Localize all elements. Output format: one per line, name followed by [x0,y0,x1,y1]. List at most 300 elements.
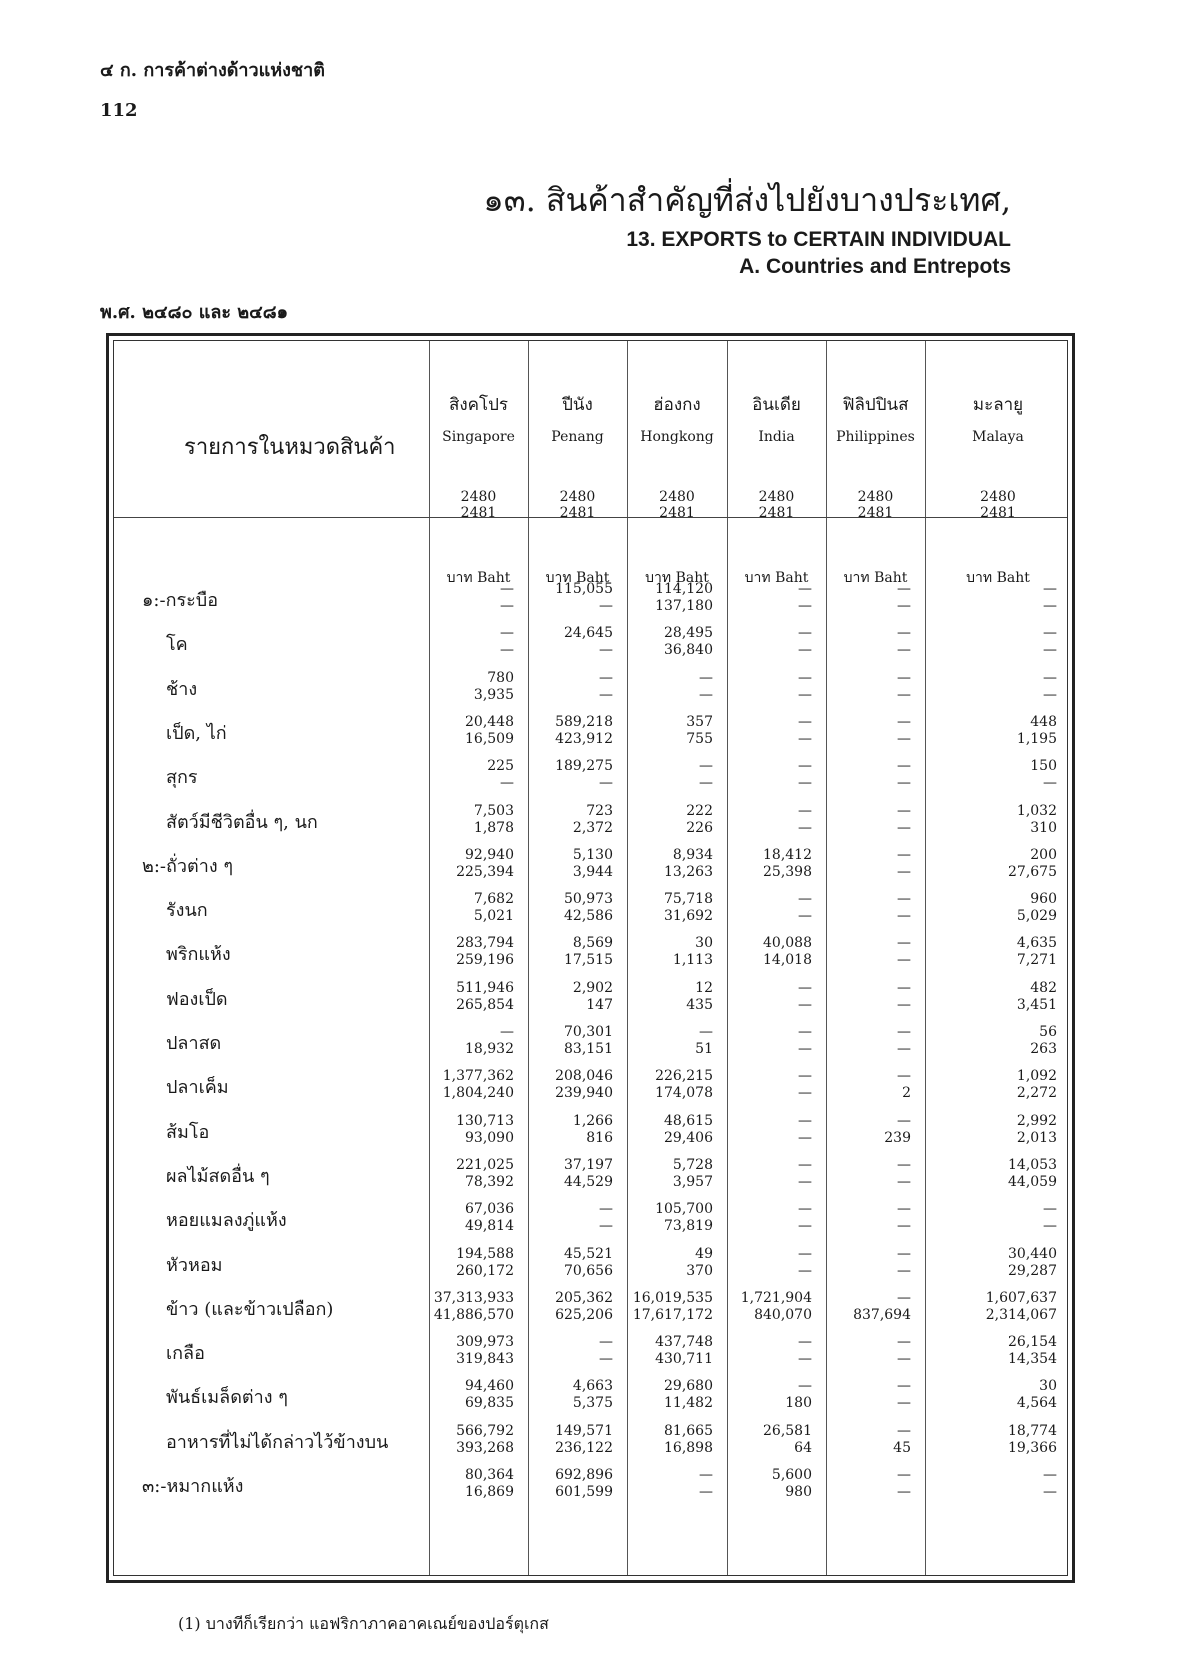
table-cell [727,847,812,881]
value-2480: 1,377,362 [442,1068,514,1085]
table-cell [925,1157,1057,1191]
title-thai: ๑๓. สินค้าสำคัญที่ส่งไปยังบางประเทศ, [483,181,1011,219]
table-cell [429,1068,514,1102]
table-cell [925,1068,1057,1102]
value-2480: 225 [487,758,514,775]
table-cell [429,758,514,792]
table-cell [925,1201,1057,1235]
table-cell [528,1113,613,1147]
value-2480: — [897,1422,911,1439]
table-cell [627,1024,713,1058]
value-2480: 24,645 [564,625,613,642]
value-2480: 92,940 [465,846,514,863]
value-2480: — [897,1112,911,1129]
value-2480: — [699,1467,713,1483]
value-2481: 42,586 [564,908,613,925]
value-2481: 5,021 [473,908,514,925]
value-2480: 40,088 [763,935,812,952]
value-2481: — [500,775,514,792]
value-2481: 3,935 [473,686,514,703]
value-2480: — [699,1024,713,1040]
table-cell [727,1157,812,1191]
value-2480: 194,588 [456,1245,514,1262]
table-cell [627,1246,713,1280]
table-cell [826,891,911,925]
table-cell [826,1201,911,1235]
table-cell [528,714,613,748]
table-cell [429,847,514,881]
value-2481: 17,617,172 [632,1306,713,1323]
value-2480: — [500,1024,514,1040]
value-2481: — [699,1484,713,1500]
table-cell [925,1024,1057,1058]
value-2480: 150 [1030,758,1057,775]
table-cell [826,714,911,748]
value-2480: 67,036 [465,1201,514,1218]
table-cell [826,670,911,704]
value-2480: 29,680 [664,1378,713,1395]
value-2480: — [897,625,911,642]
value-2481: 2,314,067 [985,1306,1057,1323]
table-cell [925,1378,1057,1412]
value-2480: — [897,669,911,686]
value-2480: 200 [1030,846,1057,863]
years-label: พ.ศ. ๒๔๘๐ และ ๒๔๘๑ [100,302,289,323]
value-2481: — [798,1351,812,1368]
table-cell [627,1201,713,1235]
value-2481: 260,172 [456,1262,514,1279]
value-2481: 73,819 [664,1218,713,1235]
footnote: (1) บางทีก็เรียกว่า แอฟริกาภาคอาคเณย์ของปอร์ตุเกส [178,1614,549,1633]
value-2480: — [798,581,812,597]
row-label: หอยแมลงภู่แห้ง [166,1210,287,1232]
year-second: 2481 [857,505,894,521]
value-2481: — [798,598,812,614]
value-2480: 357 [686,713,713,730]
table-cell [826,1467,911,1501]
value-2481: — [798,730,812,747]
value-2480: 5,130 [572,846,613,863]
value-2480: — [798,1112,812,1129]
value-2481: 1,878 [473,819,514,836]
value-2480: 1,266 [572,1112,613,1129]
table-cell [727,1334,812,1368]
value-2480: 566,792 [456,1422,514,1439]
table-body [113,340,1068,1576]
value-2481: — [599,598,613,614]
value-2481: — [897,1173,911,1190]
year-labels [627,489,727,521]
value-2481: 236,122 [555,1439,613,1456]
row-label: ส้มโอ [166,1121,210,1143]
value-2480: 114,120 [655,581,713,597]
table-cell [925,847,1057,881]
year-first: 2480 [559,489,596,505]
year-second: 2481 [980,505,1016,521]
table-cell [925,1290,1057,1324]
value-2481: — [798,1041,812,1057]
value-2480: — [897,1024,911,1040]
table-cell [826,1378,911,1412]
value-2481: — [500,642,514,659]
table-cell [826,581,911,615]
value-2480: — [1043,1201,1057,1218]
value-2481: 64 [794,1439,812,1456]
value-2481: — [798,996,812,1013]
value-2480: — [798,1156,812,1173]
value-2480: — [500,581,514,597]
value-2481: 393,268 [456,1439,514,1456]
row-label: เกลือ [166,1343,205,1365]
value-2481: 1,113 [672,952,713,969]
value-2480: — [798,669,812,686]
table-cell [925,935,1057,969]
value-2480: 4,663 [572,1378,613,1395]
table-cell [925,891,1057,925]
table-cell [627,1068,713,1102]
table-cell [925,581,1057,615]
running-head: ๔ ก. การค้าต่างด้าวแห่งชาติ [100,60,325,81]
table-cell [826,1334,911,1368]
table-cell [429,1246,514,1280]
value-2480: 30 [1039,1378,1057,1395]
value-2480: — [798,891,812,908]
table-cell [727,1113,812,1147]
year-labels [826,489,925,521]
value-2480: 7,503 [473,802,514,819]
value-2481: — [897,1351,911,1368]
table-cell [925,1423,1057,1457]
table-cell [727,625,812,659]
table-cell [826,758,911,792]
table-cell [528,1467,613,1501]
value-2480: — [798,802,812,819]
table-cell [826,935,911,969]
value-2481: 239,940 [555,1085,613,1102]
value-2481: — [897,1395,911,1412]
value-2481: 263 [1030,1041,1057,1057]
unit-label: บาท Baht [966,570,1030,586]
value-2481: — [500,598,514,614]
value-2480: 16,019,535 [632,1289,713,1306]
value-2481: — [798,908,812,925]
year-second: 2481 [559,505,596,521]
unit-label: บาท Baht [645,570,709,586]
value-2480: 5,728 [672,1156,713,1173]
value-2480: 37,313,933 [433,1289,514,1306]
table-cell [727,891,812,925]
value-2481: — [599,642,613,659]
table-cell [528,935,613,969]
value-2481: 18,932 [465,1041,514,1057]
row-label: อาหารที่ไม่ได้กล่าวไว้ข้างบน [166,1431,389,1453]
table-cell [826,803,911,837]
value-2481: — [699,686,713,703]
value-2480: — [798,979,812,996]
exports-table [106,333,1075,1583]
value-2481: 93,090 [465,1129,514,1146]
value-2481: 69,835 [465,1395,514,1412]
value-2480: — [699,669,713,686]
value-2481: 816 [586,1129,613,1146]
value-2480: — [798,713,812,730]
value-2480: 26,581 [763,1422,812,1439]
value-2481: 2,272 [1016,1085,1057,1102]
table-cell [528,625,613,659]
value-2481: 180 [785,1395,812,1412]
value-2480: — [500,625,514,642]
value-2481: 430,711 [655,1351,713,1368]
value-2481: — [798,1262,812,1279]
value-2480: — [897,935,911,952]
table-cell [429,670,514,704]
value-2480: 1,721,904 [740,1289,812,1306]
table-cell [627,1113,713,1147]
value-2481: — [897,775,911,792]
value-2481: — [897,996,911,1013]
value-2481: 2,372 [572,819,613,836]
table-cell [826,1024,911,1058]
value-2481: 45 [893,1439,911,1456]
value-2480: 48,615 [664,1112,713,1129]
value-2481: 755 [686,730,713,747]
value-2480: — [798,625,812,642]
value-2480: 589,218 [555,713,613,730]
table-cell [528,803,613,837]
value-2480: 283,794 [456,935,514,952]
table-cell [627,803,713,837]
value-2481: 147 [586,996,613,1013]
value-2481: — [599,775,613,792]
value-2481: 423,912 [555,730,613,747]
table-cell [627,1378,713,1412]
value-2481: 1,804,240 [442,1085,514,1102]
value-2480: — [798,1245,812,1262]
table-cell [528,1423,613,1457]
value-2481: 370 [686,1262,713,1279]
value-2480: — [798,1334,812,1351]
value-2481: — [599,1218,613,1235]
country-english: Singapore [442,429,515,445]
value-2481: 83,151 [564,1041,613,1057]
value-2481: — [798,1218,812,1235]
table-cell [429,891,514,925]
table-cell [429,1113,514,1147]
value-2480: 8,934 [672,846,713,863]
value-2481: — [798,1085,812,1102]
table-cell [528,1290,613,1324]
value-2480: 2,992 [1016,1112,1057,1129]
row-label: พริกแห้ง [166,944,231,966]
row-label: ฟองเป็ด [166,988,228,1010]
table-cell [925,1467,1057,1501]
table-cell [925,980,1057,1014]
value-2481: — [897,863,911,880]
country-english: Philippines [836,429,915,445]
year-first: 2480 [758,489,795,505]
table-cell [925,1334,1057,1368]
table-cell [627,758,713,792]
country-english: Hongkong [640,429,714,445]
value-2481: 51 [695,1041,713,1057]
row-label: ข้าว (และข้าวเปลือก) [166,1298,334,1320]
value-2480: — [897,713,911,730]
row-label: พันธ์เมล็ดต่าง ๆ [166,1387,288,1409]
value-2480: — [897,1467,911,1483]
value-2481: — [798,642,812,659]
table-cell [429,581,514,615]
value-2480: 482 [1030,979,1057,996]
year-first: 2480 [980,489,1016,505]
value-2480: — [897,1068,911,1085]
row-label: ๒:-ถั่วต่าง ๆ [142,855,233,877]
table-cell [826,1113,911,1147]
row-label: เป็ด, ไก่ [166,722,227,744]
table-cell [429,980,514,1014]
value-2481: — [897,1262,911,1279]
value-2480: 56 [1039,1024,1057,1040]
unit-label: บาท Baht [744,570,809,586]
table-cell [627,670,713,704]
value-2481: 70,656 [564,1262,613,1279]
country-thai: ปีนัง [562,395,593,415]
table-cell [627,847,713,881]
value-2481: 13,263 [664,863,713,880]
value-2480: 7,682 [473,891,514,908]
table-cell [528,891,613,925]
table-cell [727,670,812,704]
value-2481: 2 [902,1085,911,1102]
year-first: 2480 [857,489,894,505]
value-2481: 7,271 [1016,952,1057,969]
country-thai: มะลายู [972,395,1024,415]
value-2481: 5,029 [1016,908,1057,925]
value-2481: 3,957 [672,1173,713,1190]
row-label: ๓:-หมากแห้ง [142,1476,244,1497]
value-2481: 41,886,570 [433,1306,514,1323]
value-2481: 16,869 [465,1484,514,1500]
value-2480: 1,092 [1016,1068,1057,1085]
value-2481: 16,509 [465,730,514,747]
table-cell [727,1246,812,1280]
value-2480: 149,571 [555,1422,613,1439]
table-cell [528,1334,613,1368]
page-number: 112 [100,100,138,121]
table-cell [528,1201,613,1235]
row-label: ปลาเค็ม [166,1077,229,1099]
value-2480: 12 [695,979,713,996]
value-2480: — [1043,581,1057,597]
unit-label: บาท Baht [545,570,610,586]
year-labels [727,489,826,521]
table-cell [429,1334,514,1368]
value-2480: 50,973 [564,891,613,908]
value-2481: 310 [1030,819,1057,836]
table-cell [429,1201,514,1235]
value-2481: — [599,1351,613,1368]
year-second: 2481 [758,505,795,521]
table-cell [528,847,613,881]
value-2481: — [897,1218,911,1235]
table-cell [727,758,812,792]
value-2480: 18,412 [763,846,812,863]
table-cell [727,1068,812,1102]
value-2481: 2,013 [1016,1129,1057,1146]
value-2481: 840,070 [754,1306,812,1323]
value-2481: 36,840 [664,642,713,659]
table-cell [925,625,1057,659]
value-2480: — [897,1156,911,1173]
value-2480: 115,055 [555,581,613,597]
table-cell [727,1290,812,1324]
table-cell [925,803,1057,837]
table-cell [429,803,514,837]
value-2480: 1,607,637 [985,1289,1057,1306]
value-2480: 1,032 [1016,802,1057,819]
value-2480: — [798,1068,812,1085]
value-2480: — [897,581,911,597]
value-2480: 208,046 [555,1068,613,1085]
value-2481: 44,059 [1008,1173,1057,1190]
row-label: ๑:-กระบือ [142,590,219,611]
value-2481: 14,018 [763,952,812,969]
value-2481: 435 [686,996,713,1013]
value-2481: — [798,1129,812,1146]
value-2481: 226 [686,819,713,836]
table-cell [429,1467,514,1501]
value-2481: — [897,952,911,969]
table-cell [528,758,613,792]
value-2481: 174,078 [655,1085,713,1102]
value-2481: 625,206 [555,1306,613,1323]
row-label: หัวหอม [166,1254,223,1276]
value-2480: — [599,1201,613,1218]
row-label: สัตว์มีชีวิตอื่น ๆ, นก [166,811,318,833]
year-first: 2480 [460,489,497,505]
country-thai: สิงคโปร [448,395,509,415]
table-cell [925,1113,1057,1147]
table-cell [925,758,1057,792]
value-2481: — [897,598,911,614]
value-2480: — [897,1245,911,1262]
value-2480: — [1043,669,1057,686]
table-cell [528,1157,613,1191]
value-2480: — [798,1024,812,1040]
value-2480: 37,197 [564,1156,613,1173]
table-cell [429,1024,514,1058]
table-cell [727,1201,812,1235]
table-cell [925,1246,1057,1280]
row-label: โค [166,634,188,656]
table-cell [727,1378,812,1412]
year-second: 2481 [659,505,695,521]
value-2480: 2,902 [572,979,613,996]
value-2481: 259,196 [456,952,514,969]
value-2480: 960 [1030,891,1057,908]
value-2480: — [897,1201,911,1218]
row-label: สุกร [166,767,198,789]
table-cell [925,714,1057,748]
value-2481: 980 [785,1484,812,1500]
value-2481: 3,944 [572,863,613,880]
table-cell [627,1467,713,1501]
value-2480: — [897,891,911,908]
value-2481: — [1043,775,1057,792]
value-2480: 80,364 [465,1467,514,1483]
country-english: India [758,429,795,445]
country-thai: ฮ่องกง [653,395,701,415]
value-2481: 31,692 [664,908,713,925]
